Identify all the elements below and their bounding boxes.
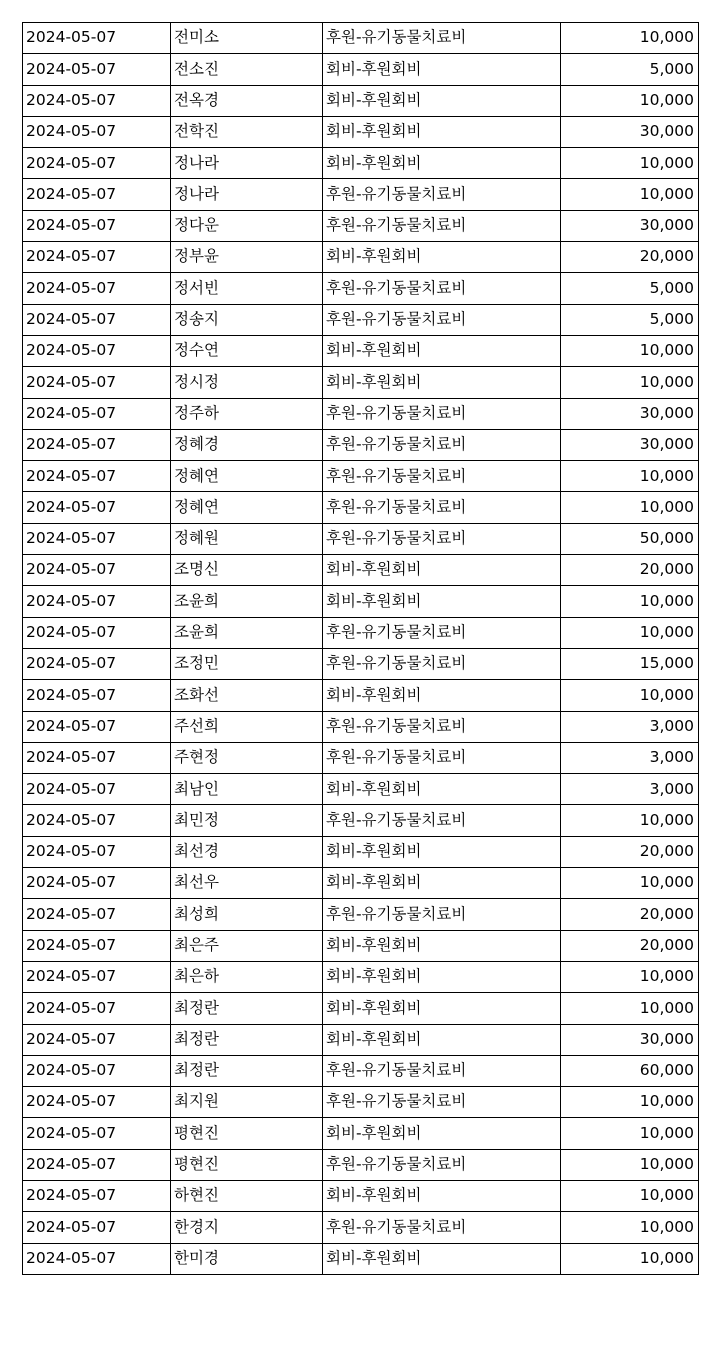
item-cell: 회비-후원회비 — [323, 54, 561, 85]
date-cell: 2024-05-07 — [23, 523, 171, 554]
date-cell: 2024-05-07 — [23, 774, 171, 805]
item-cell: 후원-유기동물치료비 — [323, 461, 561, 492]
amount-cell: 60,000 — [561, 1055, 699, 1086]
item-cell: 후원-유기동물치료비 — [323, 273, 561, 304]
item-cell: 회비-후원회비 — [323, 586, 561, 617]
table-row — [23, 711, 699, 742]
amount-cell: 20,000 — [561, 930, 699, 961]
date-cell: 2024-05-07 — [23, 1149, 171, 1180]
table-row — [23, 273, 699, 304]
table-row — [23, 961, 699, 992]
amount-cell: 10,000 — [561, 1212, 699, 1243]
name-cell: 한경지 — [171, 1212, 323, 1243]
date-cell: 2024-05-07 — [23, 367, 171, 398]
name-cell: 정서빈 — [171, 273, 323, 304]
amount-cell: 10,000 — [561, 1243, 699, 1274]
amount-cell: 10,000 — [561, 148, 699, 179]
item-cell: 회비-후원회비 — [323, 335, 561, 366]
table-row — [23, 1149, 699, 1180]
item-cell: 후원-유기동물치료비 — [323, 742, 561, 773]
table-row — [23, 492, 699, 523]
table-row — [23, 85, 699, 116]
table-row — [23, 617, 699, 648]
amount-cell: 10,000 — [561, 367, 699, 398]
amount-cell: 30,000 — [561, 210, 699, 241]
item-cell: 후원-유기동물치료비 — [323, 23, 561, 54]
amount-cell: 10,000 — [561, 335, 699, 366]
amount-cell: 50,000 — [561, 523, 699, 554]
item-cell: 회비-후원회비 — [323, 367, 561, 398]
name-cell: 최선경 — [171, 836, 323, 867]
name-cell: 조명신 — [171, 555, 323, 586]
table-row — [23, 179, 699, 210]
name-cell: 평현진 — [171, 1149, 323, 1180]
table-row — [23, 23, 699, 54]
date-cell: 2024-05-07 — [23, 711, 171, 742]
date-cell: 2024-05-07 — [23, 116, 171, 147]
date-cell: 2024-05-07 — [23, 1024, 171, 1055]
item-cell: 후원-유기동물치료비 — [323, 711, 561, 742]
amount-cell: 10,000 — [561, 461, 699, 492]
name-cell: 최남인 — [171, 774, 323, 805]
table-row — [23, 1055, 699, 1086]
date-cell: 2024-05-07 — [23, 148, 171, 179]
table-row — [23, 805, 699, 836]
amount-cell: 10,000 — [561, 680, 699, 711]
amount-cell: 10,000 — [561, 1180, 699, 1211]
amount-cell: 10,000 — [561, 23, 699, 54]
name-cell: 최선우 — [171, 868, 323, 899]
date-cell: 2024-05-07 — [23, 273, 171, 304]
table-row — [23, 429, 699, 460]
date-cell: 2024-05-07 — [23, 961, 171, 992]
date-cell: 2024-05-07 — [23, 85, 171, 116]
item-cell: 회비-후원회비 — [323, 555, 561, 586]
amount-cell: 3,000 — [561, 742, 699, 773]
date-cell: 2024-05-07 — [23, 680, 171, 711]
amount-cell: 20,000 — [561, 899, 699, 930]
date-cell: 2024-05-07 — [23, 993, 171, 1024]
amount-cell: 10,000 — [561, 1087, 699, 1118]
amount-cell: 30,000 — [561, 429, 699, 460]
table-row — [23, 148, 699, 179]
amount-cell: 5,000 — [561, 273, 699, 304]
item-cell: 회비-후원회비 — [323, 836, 561, 867]
name-cell: 한미경 — [171, 1243, 323, 1274]
table-row — [23, 774, 699, 805]
name-cell: 최정란 — [171, 1055, 323, 1086]
amount-cell: 10,000 — [561, 179, 699, 210]
name-cell: 최민정 — [171, 805, 323, 836]
item-cell: 후원-유기동물치료비 — [323, 899, 561, 930]
date-cell: 2024-05-07 — [23, 492, 171, 523]
item-cell: 후원-유기동물치료비 — [323, 492, 561, 523]
name-cell: 조윤희 — [171, 586, 323, 617]
item-cell: 후원-유기동물치료비 — [323, 179, 561, 210]
amount-cell: 30,000 — [561, 116, 699, 147]
ledger-body — [23, 23, 699, 1275]
date-cell: 2024-05-07 — [23, 586, 171, 617]
table-row — [23, 1118, 699, 1149]
item-cell: 회비-후원회비 — [323, 1180, 561, 1211]
item-cell: 회비-후원회비 — [323, 930, 561, 961]
table-row — [23, 555, 699, 586]
name-cell: 최은주 — [171, 930, 323, 961]
amount-cell: 5,000 — [561, 54, 699, 85]
date-cell: 2024-05-07 — [23, 1118, 171, 1149]
amount-cell: 10,000 — [561, 993, 699, 1024]
date-cell: 2024-05-07 — [23, 1087, 171, 1118]
amount-cell: 5,000 — [561, 304, 699, 335]
item-cell: 회비-후원회비 — [323, 85, 561, 116]
item-cell: 회비-후원회비 — [323, 993, 561, 1024]
item-cell: 후원-유기동물치료비 — [323, 648, 561, 679]
item-cell: 후원-유기동물치료비 — [323, 1055, 561, 1086]
name-cell: 정혜경 — [171, 429, 323, 460]
table-row — [23, 930, 699, 961]
table-row — [23, 868, 699, 899]
amount-cell: 20,000 — [561, 242, 699, 273]
date-cell: 2024-05-07 — [23, 555, 171, 586]
name-cell: 전옥경 — [171, 85, 323, 116]
name-cell: 정나라 — [171, 179, 323, 210]
table-row — [23, 1243, 699, 1274]
name-cell: 조정민 — [171, 648, 323, 679]
amount-cell: 10,000 — [561, 868, 699, 899]
amount-cell: 10,000 — [561, 1118, 699, 1149]
table-row — [23, 523, 699, 554]
item-cell: 회비-후원회비 — [323, 116, 561, 147]
table-row — [23, 648, 699, 679]
name-cell: 최정란 — [171, 1024, 323, 1055]
item-cell: 후원-유기동물치료비 — [323, 304, 561, 335]
name-cell: 정나라 — [171, 148, 323, 179]
item-cell: 회비-후원회비 — [323, 242, 561, 273]
item-cell: 회비-후원회비 — [323, 961, 561, 992]
table-row — [23, 899, 699, 930]
date-cell: 2024-05-07 — [23, 1055, 171, 1086]
amount-cell: 10,000 — [561, 492, 699, 523]
item-cell: 후원-유기동물치료비 — [323, 210, 561, 241]
date-cell: 2024-05-07 — [23, 617, 171, 648]
amount-cell: 20,000 — [561, 836, 699, 867]
name-cell: 정다운 — [171, 210, 323, 241]
amount-cell: 30,000 — [561, 1024, 699, 1055]
table-row — [23, 54, 699, 85]
table-row — [23, 742, 699, 773]
date-cell: 2024-05-07 — [23, 899, 171, 930]
item-cell: 회비-후원회비 — [323, 774, 561, 805]
amount-cell: 15,000 — [561, 648, 699, 679]
table-row — [23, 116, 699, 147]
table-row — [23, 210, 699, 241]
item-cell: 후원-유기동물치료비 — [323, 805, 561, 836]
item-cell: 후원-유기동물치료비 — [323, 398, 561, 429]
table-row — [23, 304, 699, 335]
date-cell: 2024-05-07 — [23, 648, 171, 679]
amount-cell: 10,000 — [561, 85, 699, 116]
name-cell: 주선희 — [171, 711, 323, 742]
table-row — [23, 1180, 699, 1211]
date-cell: 2024-05-07 — [23, 742, 171, 773]
name-cell: 정주하 — [171, 398, 323, 429]
date-cell: 2024-05-07 — [23, 179, 171, 210]
name-cell: 전소진 — [171, 54, 323, 85]
table-row — [23, 1024, 699, 1055]
name-cell: 최정란 — [171, 993, 323, 1024]
amount-cell: 10,000 — [561, 586, 699, 617]
date-cell: 2024-05-07 — [23, 868, 171, 899]
date-cell: 2024-05-07 — [23, 461, 171, 492]
name-cell: 전학진 — [171, 116, 323, 147]
table-row — [23, 586, 699, 617]
name-cell: 정부윤 — [171, 242, 323, 273]
name-cell: 정수연 — [171, 335, 323, 366]
name-cell: 최지원 — [171, 1087, 323, 1118]
date-cell: 2024-05-07 — [23, 930, 171, 961]
item-cell: 후원-유기동물치료비 — [323, 429, 561, 460]
item-cell: 회비-후원회비 — [323, 1243, 561, 1274]
amount-cell: 3,000 — [561, 774, 699, 805]
date-cell: 2024-05-07 — [23, 1180, 171, 1211]
item-cell: 후원-유기동물치료비 — [323, 523, 561, 554]
name-cell: 하현진 — [171, 1180, 323, 1211]
item-cell: 회비-후원회비 — [323, 680, 561, 711]
name-cell: 최성희 — [171, 899, 323, 930]
date-cell: 2024-05-07 — [23, 429, 171, 460]
date-cell: 2024-05-07 — [23, 335, 171, 366]
amount-cell: 10,000 — [561, 805, 699, 836]
table-row — [23, 398, 699, 429]
name-cell: 정혜연 — [171, 492, 323, 523]
date-cell: 2024-05-07 — [23, 242, 171, 273]
table-row — [23, 1087, 699, 1118]
amount-cell: 10,000 — [561, 961, 699, 992]
amount-cell: 3,000 — [561, 711, 699, 742]
date-cell: 2024-05-07 — [23, 210, 171, 241]
item-cell: 후원-유기동물치료비 — [323, 1149, 561, 1180]
table-row — [23, 367, 699, 398]
amount-cell: 30,000 — [561, 398, 699, 429]
name-cell: 정시정 — [171, 367, 323, 398]
date-cell: 2024-05-07 — [23, 1212, 171, 1243]
table-row — [23, 680, 699, 711]
name-cell: 조화선 — [171, 680, 323, 711]
amount-cell: 10,000 — [561, 617, 699, 648]
item-cell: 회비-후원회비 — [323, 1118, 561, 1149]
table-row — [23, 993, 699, 1024]
date-cell: 2024-05-07 — [23, 836, 171, 867]
table-row — [23, 335, 699, 366]
item-cell: 회비-후원회비 — [323, 148, 561, 179]
table-row — [23, 461, 699, 492]
name-cell: 전미소 — [171, 23, 323, 54]
item-cell: 회비-후원회비 — [323, 1024, 561, 1055]
date-cell: 2024-05-07 — [23, 304, 171, 335]
name-cell: 정송지 — [171, 304, 323, 335]
date-cell: 2024-05-07 — [23, 54, 171, 85]
item-cell: 후원-유기동물치료비 — [323, 1087, 561, 1118]
table-row — [23, 242, 699, 273]
donation-ledger-table — [22, 22, 699, 1275]
item-cell: 후원-유기동물치료비 — [323, 617, 561, 648]
name-cell: 주현정 — [171, 742, 323, 773]
name-cell: 정혜원 — [171, 523, 323, 554]
date-cell: 2024-05-07 — [23, 1243, 171, 1274]
table-row — [23, 836, 699, 867]
item-cell: 회비-후원회비 — [323, 868, 561, 899]
name-cell: 정혜연 — [171, 461, 323, 492]
name-cell: 조윤희 — [171, 617, 323, 648]
date-cell: 2024-05-07 — [23, 23, 171, 54]
amount-cell: 20,000 — [561, 555, 699, 586]
amount-cell: 10,000 — [561, 1149, 699, 1180]
name-cell: 최은하 — [171, 961, 323, 992]
item-cell: 후원-유기동물치료비 — [323, 1212, 561, 1243]
name-cell: 평현진 — [171, 1118, 323, 1149]
date-cell: 2024-05-07 — [23, 398, 171, 429]
date-cell: 2024-05-07 — [23, 805, 171, 836]
table-row — [23, 1212, 699, 1243]
